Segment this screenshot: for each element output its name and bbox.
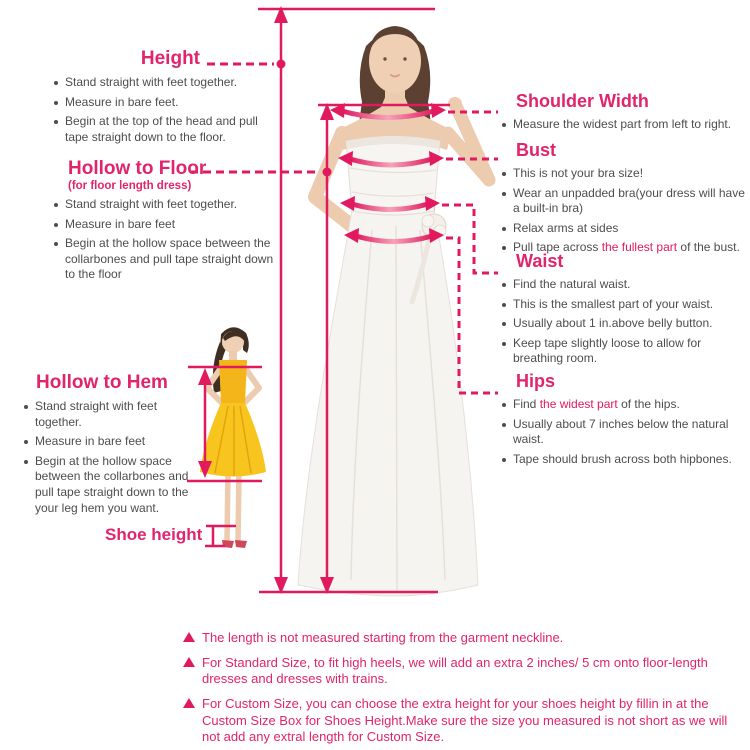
hollow-to-hem-title: Hollow to Hem: [36, 372, 168, 393]
bullet-item: Measure the widest part from left to right.: [500, 117, 748, 133]
bullet-text: Find: [513, 397, 540, 411]
section-hollow-to-hem: [22, 372, 194, 520]
hips-bullets: [500, 397, 748, 467]
bullet-item: Begin at the hollow space between the collarbones and pull tape straight down to the floor: [52, 236, 280, 283]
height-bullets: [52, 75, 268, 145]
bullet-item: Begin at the top of the head and pull tape straight down to the floor.: [52, 114, 268, 145]
hips-title: Hips: [516, 371, 556, 391]
small-leg-right: [238, 472, 239, 541]
hand-raised: [448, 97, 462, 111]
height-connector-dot: [277, 60, 286, 69]
bullet-text: of the hips.: [617, 397, 680, 411]
bullet-text: of the bust.: [677, 240, 740, 255]
warning-triangle-icon: [183, 632, 195, 642]
skirt-crease-2: [396, 226, 397, 590]
shoulder-width-title: Shoulder Width: [516, 91, 649, 111]
note-item: [183, 696, 731, 746]
note-text: For Standard Size, to fit high heels, we will add an extra 2 inches/ 5 cm onto floor-length dresses and dresses with trains.: [202, 654, 708, 687]
section-hollow-to-floor: [52, 158, 280, 287]
section-bust: [500, 140, 748, 260]
bullet-item: Begin at the hollow space between the collarbones and pull tape straight down to the your leg hem you want.: [22, 454, 194, 516]
bullet-item: Measure in bare feet: [22, 434, 194, 450]
bullet-item: Measure in bare feet: [52, 217, 280, 233]
waist-bullets: [500, 277, 748, 367]
hollow-to-hem-bullets: [22, 399, 194, 516]
arm-right-raised: [448, 108, 489, 180]
note-item: [183, 630, 731, 647]
height-title: Height: [140, 48, 200, 69]
shoe-height-label: Shoe height: [105, 525, 203, 544]
arrow-up-icon: [198, 368, 212, 385]
waist-flower-petal: [422, 215, 434, 227]
eye-right: [403, 57, 406, 60]
note-text: For Custom Size, you can choose the extra height for your shoes height by fillin in at the Custom Size Box for Shoes Height.Make sure the size you measured is not short as we will not add any extral length for Custom Size.: [202, 695, 728, 745]
bullet-item: Tape should brush across both hipbones.: [500, 452, 748, 468]
small-shoe-right: [235, 540, 247, 548]
warning-triangle-icon: [183, 698, 195, 708]
section-waist: [500, 251, 748, 371]
shoulder-width-bullets: [500, 117, 748, 133]
small-leg-left: [227, 472, 228, 541]
bullet-item: Find the natural waist.: [500, 277, 748, 293]
bust-title: Bust: [516, 140, 556, 160]
footer-notes: [183, 630, 731, 750]
section-height: [52, 48, 268, 149]
bullet-text: Pull tape across: [513, 240, 602, 255]
bullet-item: Usually about 7 inches below the natural waist.: [500, 417, 748, 448]
waist-title: Waist: [516, 251, 564, 271]
bullet-item: Usually about 1 in.above belly button.: [500, 316, 748, 332]
warning-triangle-icon: [183, 657, 195, 667]
eye-left: [383, 57, 386, 60]
bullet-item: This is the smallest part of your waist.: [500, 297, 748, 313]
note-item: [183, 655, 731, 688]
bullet-item: Stand straight with feet together.: [22, 399, 194, 430]
hollow-floor-connector-dot: [323, 168, 332, 177]
section-shoulder-width: [500, 91, 748, 137]
bullet-item: Wear an unpadded bra(your dress will have a built-in bra): [500, 186, 748, 217]
hollow-to-floor-bullets: [52, 197, 280, 283]
gown-skirt: [298, 210, 478, 596]
model-photo-small: [200, 327, 266, 548]
bullet-highlight: the fullest part: [601, 240, 678, 255]
note-text: The length is not measured starting from the garment neckline.: [202, 630, 564, 645]
bullet-item: Stand straight with feet together.: [52, 197, 280, 213]
bullet-item: This is not your bra size!: [500, 166, 748, 182]
bullet-item: [500, 397, 748, 413]
bullet-item: Stand straight with feet together.: [52, 75, 268, 91]
hollow-to-floor-title: Hollow to Floor: [68, 158, 207, 179]
bust-bullets: [500, 166, 748, 256]
bullet-item: Relax arms at sides: [500, 221, 748, 237]
bullet-highlight: the widest part: [539, 397, 618, 411]
hollow-to-floor-subtitle: (for floor length dress): [68, 180, 192, 192]
section-hips: [500, 371, 748, 471]
arrow-left-icon: [340, 196, 355, 211]
bullet-item: Keep tape slightly loose to allow for breathing room.: [500, 336, 748, 367]
bullet-item: Measure in bare feet.: [52, 95, 268, 111]
